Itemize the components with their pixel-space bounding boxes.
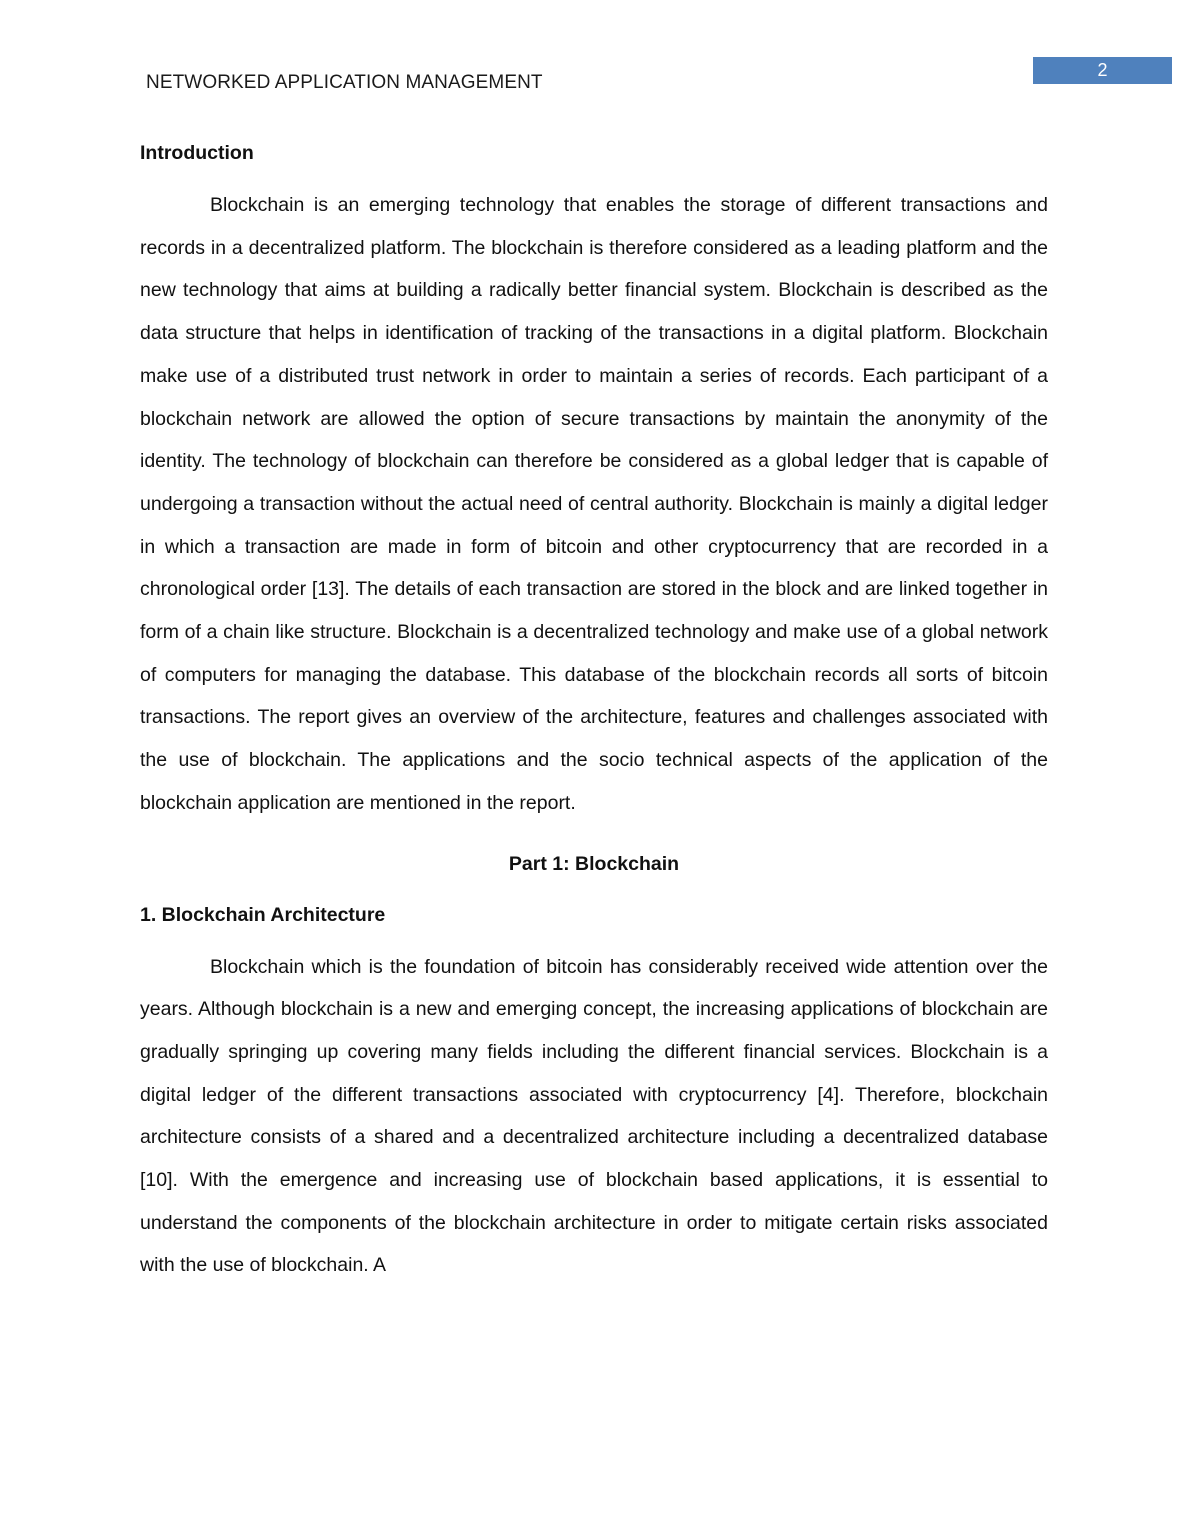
part-1-heading: Part 1: Blockchain [508, 852, 680, 875]
architecture-heading: 1. Blockchain Architecture [140, 903, 386, 926]
architecture-paragraph: Blockchain which is the foundation of bitcoin has considerably received wide attention over the years. Although blockchain is a new and emerging concept, the increasing applications of blockchain are gradually springing up covering many fields including the different financial services. Blockchain is a digital ledger of the different transactions associated with cryptocurrency [4]. Therefore, blockchain architecture consists of a shared and a decentralized architecture including a decentralized database [10]. With the emergence and increasing use of blockchain based applications, it is essential to understand the components of the blockchain architecture in order to mitigate certain risks associated with the use of blockchain. A [140, 955, 1048, 1277]
running-head: NETWORKED APPLICATION MANAGEMENT [146, 72, 543, 93]
page-number-badge: 2 [1033, 57, 1172, 84]
introduction-paragraph: Blockchain is an emerging technology that enables the storage of different transactions and records in a decentralized platform. The blockchain is therefore considered as a leading platform and the new technology that aims at building a radically better financial system. Blockchain is described as the data structure that helps in identification of tracking of the transactions in a digital platform. Blockchain make use of a distributed trust network in order to maintain a series of records. Each participant of a blockchain network are allowed the option of secure transactions by maintain the anonymity of the identity. The technology of blockchain can therefore be considered as a global ledger that is capable of undergoing a transaction without the actual need of central authority. Blockchain is mainly a digital ledger in which a transaction are made in form of bitcoin and other cryptocurrency that are recorded in a chronological order [13]. The details of each transaction are stored in the block and are linked together in form of a chain like structure. Blockchain is a decentralized technology and make use of a global network of computers for managing the database. This database of the blockchain records all sorts of bitcoin transactions. The report gives an overview of the architecture, features and challenges associated with the use of blockchain. The applications and the socio technical aspects of the application of the blockchain application are mentioned in the report. [140, 194, 1048, 814]
introduction-heading: Introduction [140, 142, 254, 164]
document-body [140, 132, 1048, 1297]
